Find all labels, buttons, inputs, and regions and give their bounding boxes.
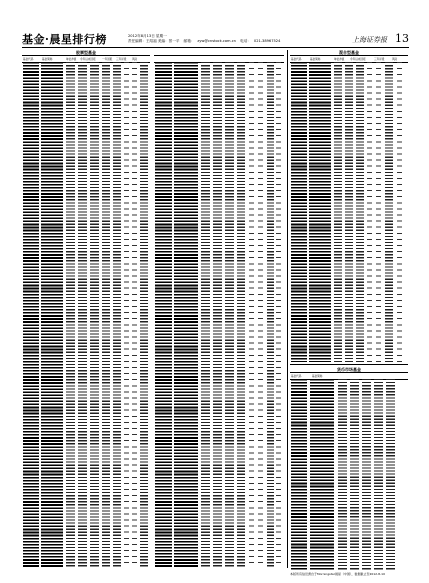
header-name: 基金简称: [310, 57, 321, 61]
paper-name: 上海证券报: [352, 36, 387, 44]
column-separator: [287, 50, 288, 568]
section-title: 基金·晨星排行榜: [22, 33, 107, 46]
header-nav: 单位净值: [334, 57, 345, 61]
header-name: 基金简称: [312, 374, 323, 378]
masthead: [22, 33, 409, 48]
header-code: 基金代码: [291, 374, 302, 378]
stock-fund-table-left: [22, 50, 150, 568]
table-rows: [154, 62, 284, 568]
masthead-meta: [128, 34, 283, 44]
header-code: 基金代码: [291, 57, 302, 61]
page-number: 13: [395, 32, 409, 45]
header-rating3: 三年评级: [374, 57, 385, 61]
table-rows: [22, 62, 150, 568]
editor-credit: 责任编辑：王绍福 美编：蔡一平: [128, 39, 180, 43]
mixed-fund-table: [290, 50, 408, 362]
header-ytd: 今年以来回报: [350, 57, 366, 61]
email-label: 邮箱：: [183, 39, 195, 43]
table-rows: [290, 62, 408, 362]
stock-fund-table-middle: [154, 50, 284, 568]
header-risk: 风险: [132, 57, 138, 61]
header-1y: 一年回报: [102, 57, 113, 61]
header-code: 基金代码: [23, 57, 34, 61]
data-source-footnote: 本版所有信息源自于Morningstar晨星（中国），数据截止至2012-8-10: [290, 572, 385, 576]
stock-fund-table-title: 股票型基金: [76, 50, 96, 55]
header-name: 基金简称: [42, 57, 53, 61]
section-divider: [290, 364, 408, 365]
mixed-fund-table-title: 混合型基金: [339, 50, 359, 55]
header-ytd: 今年以来回报: [80, 57, 96, 61]
issue-date: 2012年8月13日 星期一: [128, 34, 167, 38]
money-market-fund-table: [290, 367, 408, 570]
header-risk: 风险: [392, 57, 398, 61]
phone: 021-38967524: [253, 39, 281, 43]
header-nav: 单位净值: [66, 57, 77, 61]
header-rating3: 三年评级: [116, 57, 127, 61]
email: zyw@cnstock.com.cn: [197, 39, 236, 43]
phone-label: 电话：: [240, 39, 251, 43]
table-rows: [290, 379, 408, 570]
money-market-table-title: 货币市场基金: [337, 367, 361, 372]
